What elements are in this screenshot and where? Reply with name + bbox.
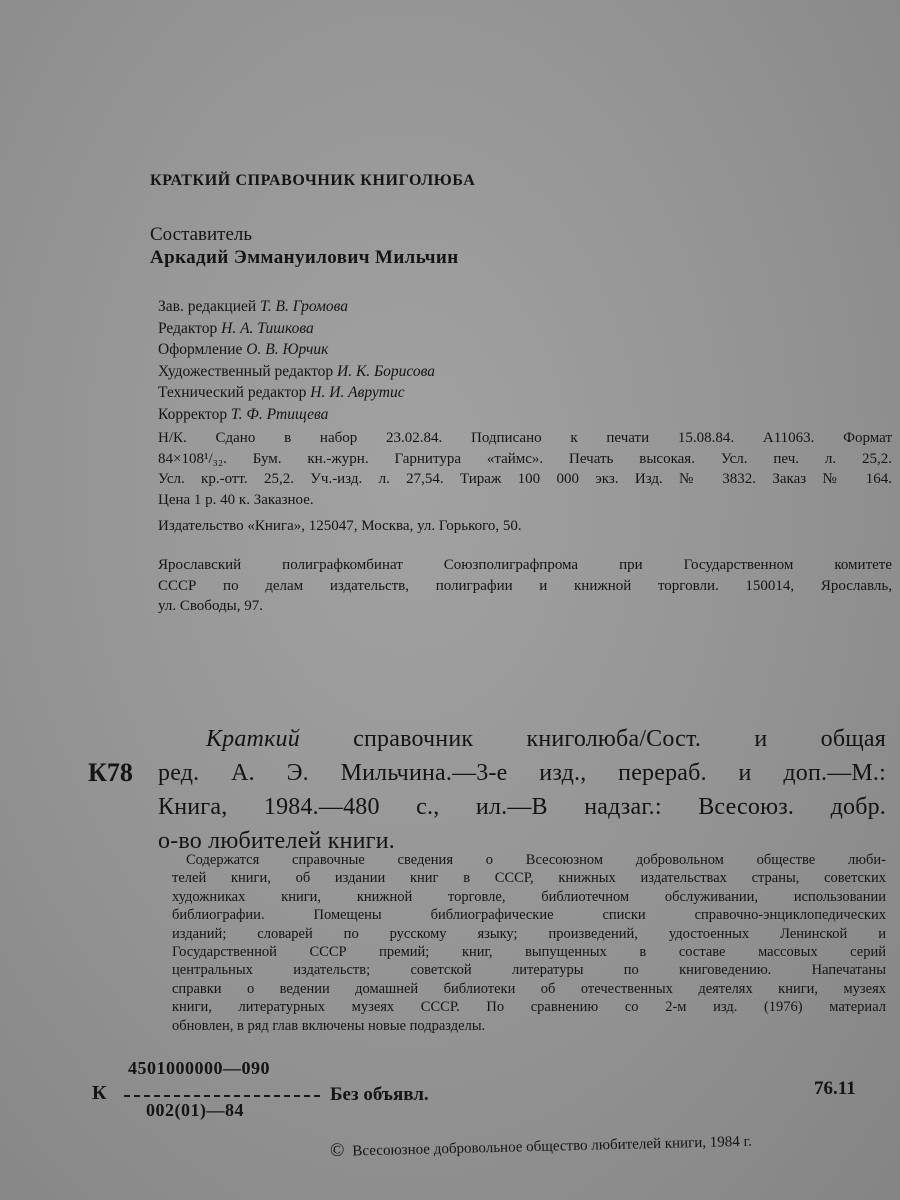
staff-role: Корректор: [158, 405, 228, 423]
bibliographic-record: [158, 722, 886, 858]
biblio-line-rest: справочник книголюба/Сост. и общая: [299, 726, 886, 752]
staff-row: [158, 382, 435, 404]
staff-person: И. К. Борисова: [337, 362, 436, 380]
staff-row: [158, 296, 435, 318]
staff-role: Редактор: [158, 319, 218, 337]
book-title: КРАТКИЙ СПРАВОЧНИК КНИГОЛЮБА: [150, 172, 476, 189]
staff-person: Т. В. Громова: [260, 298, 348, 315]
catalog-letter: К: [92, 1082, 107, 1104]
tech-line: Цена 1 р. 40 к. Заказное.: [158, 491, 314, 508]
annotation-line: телей книги, об издании книг в СССР, книжных издательствах страны, советских: [172, 870, 886, 887]
staff-person: Т. Ф. Ртищева: [230, 405, 329, 423]
staff-role: Технический редактор: [158, 384, 307, 401]
library-index-code: К78: [88, 758, 133, 787]
annotation-line: справки о ведении домашней библиотеки об отечественных деятелях книги, музеях: [172, 980, 886, 997]
tech-line: 84×108¹/₃₂. Бум. кн.-журн. Гарнитура «таймс». Печать высокая. Усл. печ. л. 25,2.: [158, 450, 892, 467]
copyright-text: Всесоюзное добровольное общество любителей книги, 1984 г.: [352, 1133, 752, 1160]
compiler-label: Составитель: [150, 224, 253, 245]
staff-person: О. В. Юрчик: [246, 341, 329, 358]
staff-row: [158, 361, 435, 383]
staff-person: Н. И. Аврутис: [310, 384, 405, 401]
staff-person: Н. А. Тишкова: [221, 319, 314, 337]
annotation-line: Содержатся справочные сведения о Всесоюзном добровольном обществе люби-: [186, 852, 886, 868]
staff-row: [158, 318, 435, 340]
annotation-line: художниках книги, книжной торговле, библиотечном обслуживании, использовании: [172, 888, 886, 905]
catalog-fraction-bar: [124, 1095, 320, 1097]
catalog-numerator: 4501000000—090: [128, 1058, 270, 1078]
publisher-address: Издательство «Книга», 125047, Москва, ул. Горького, 50.: [158, 518, 522, 534]
staff-role: Зав. редакцией: [158, 298, 257, 315]
annotation-line: центральных издательств; советской литературы по книговедению. Напечатаны: [172, 962, 886, 979]
copyright-icon: ©: [329, 1139, 345, 1161]
annotation-line: изданий; словарей по русскому языку; произведений, удостоенных Ленинской и: [172, 925, 886, 942]
printer-line: Ярославский полиграфкомбинат Союзполиграфпрома при Государственном комитете: [158, 557, 892, 573]
printer-details: [158, 555, 892, 617]
compiler-name: Аркадий Эммануилович Мильчин: [150, 247, 459, 268]
print-technical-details: [158, 428, 892, 510]
annotation-line: обновлен, в ряд глав включены новые подразделы.: [172, 1017, 486, 1034]
catalog-denominator: 002(01)—84: [146, 1100, 244, 1120]
annotation-line: Государственной СССР премий; книг, выпущенных в составе массовых серий: [172, 944, 886, 961]
biblio-line: о-во любителей книги.: [158, 828, 395, 854]
copyright-notice: [330, 1130, 752, 1162]
annotation-line: книги, литературных музеях СССР. По сравнению со 2-м изд. (1976) материал: [172, 999, 886, 1016]
tech-line: Н/К. Сдано в набор 23.02.84. Подписано к печати 15.08.84. А11063. Формат: [158, 430, 892, 446]
printer-line: СССР по делам издательств, полиграфии и книжной торговли. 150014, Ярославль,: [158, 577, 892, 594]
staff-role: Оформление: [158, 341, 243, 358]
biblio-line: [158, 722, 886, 756]
biblio-line: ред. А. Э. Мильчина.—3-е изд., перераб. и доп.—М.:: [158, 760, 886, 786]
printer-line: ул. Свободы, 97.: [158, 598, 263, 614]
staff-role: Художественный редактор: [158, 362, 334, 380]
annotation-paragraph: [172, 851, 886, 1035]
staff-row: [158, 339, 435, 361]
classification-code: 76.11: [814, 1078, 856, 1099]
annotation-line: библиографии. Помещены библиографические списки справочно-энциклопедических: [172, 907, 886, 924]
tech-line: Усл. кр.-отт. 25,2. Уч.-изд. л. 27,54. Тираж 100 000 экз. Изд. № 3832. Заказ № 164.: [158, 471, 892, 487]
staff-row: [158, 404, 435, 426]
biblio-line: Книга, 1984.—480 с., ил.—В надзаг.: Всесоюз. добр.: [158, 794, 886, 820]
catalog-note: Без объявл.: [330, 1084, 429, 1105]
staff-credits: [158, 296, 435, 425]
biblio-lead-word: Краткий: [206, 726, 300, 752]
